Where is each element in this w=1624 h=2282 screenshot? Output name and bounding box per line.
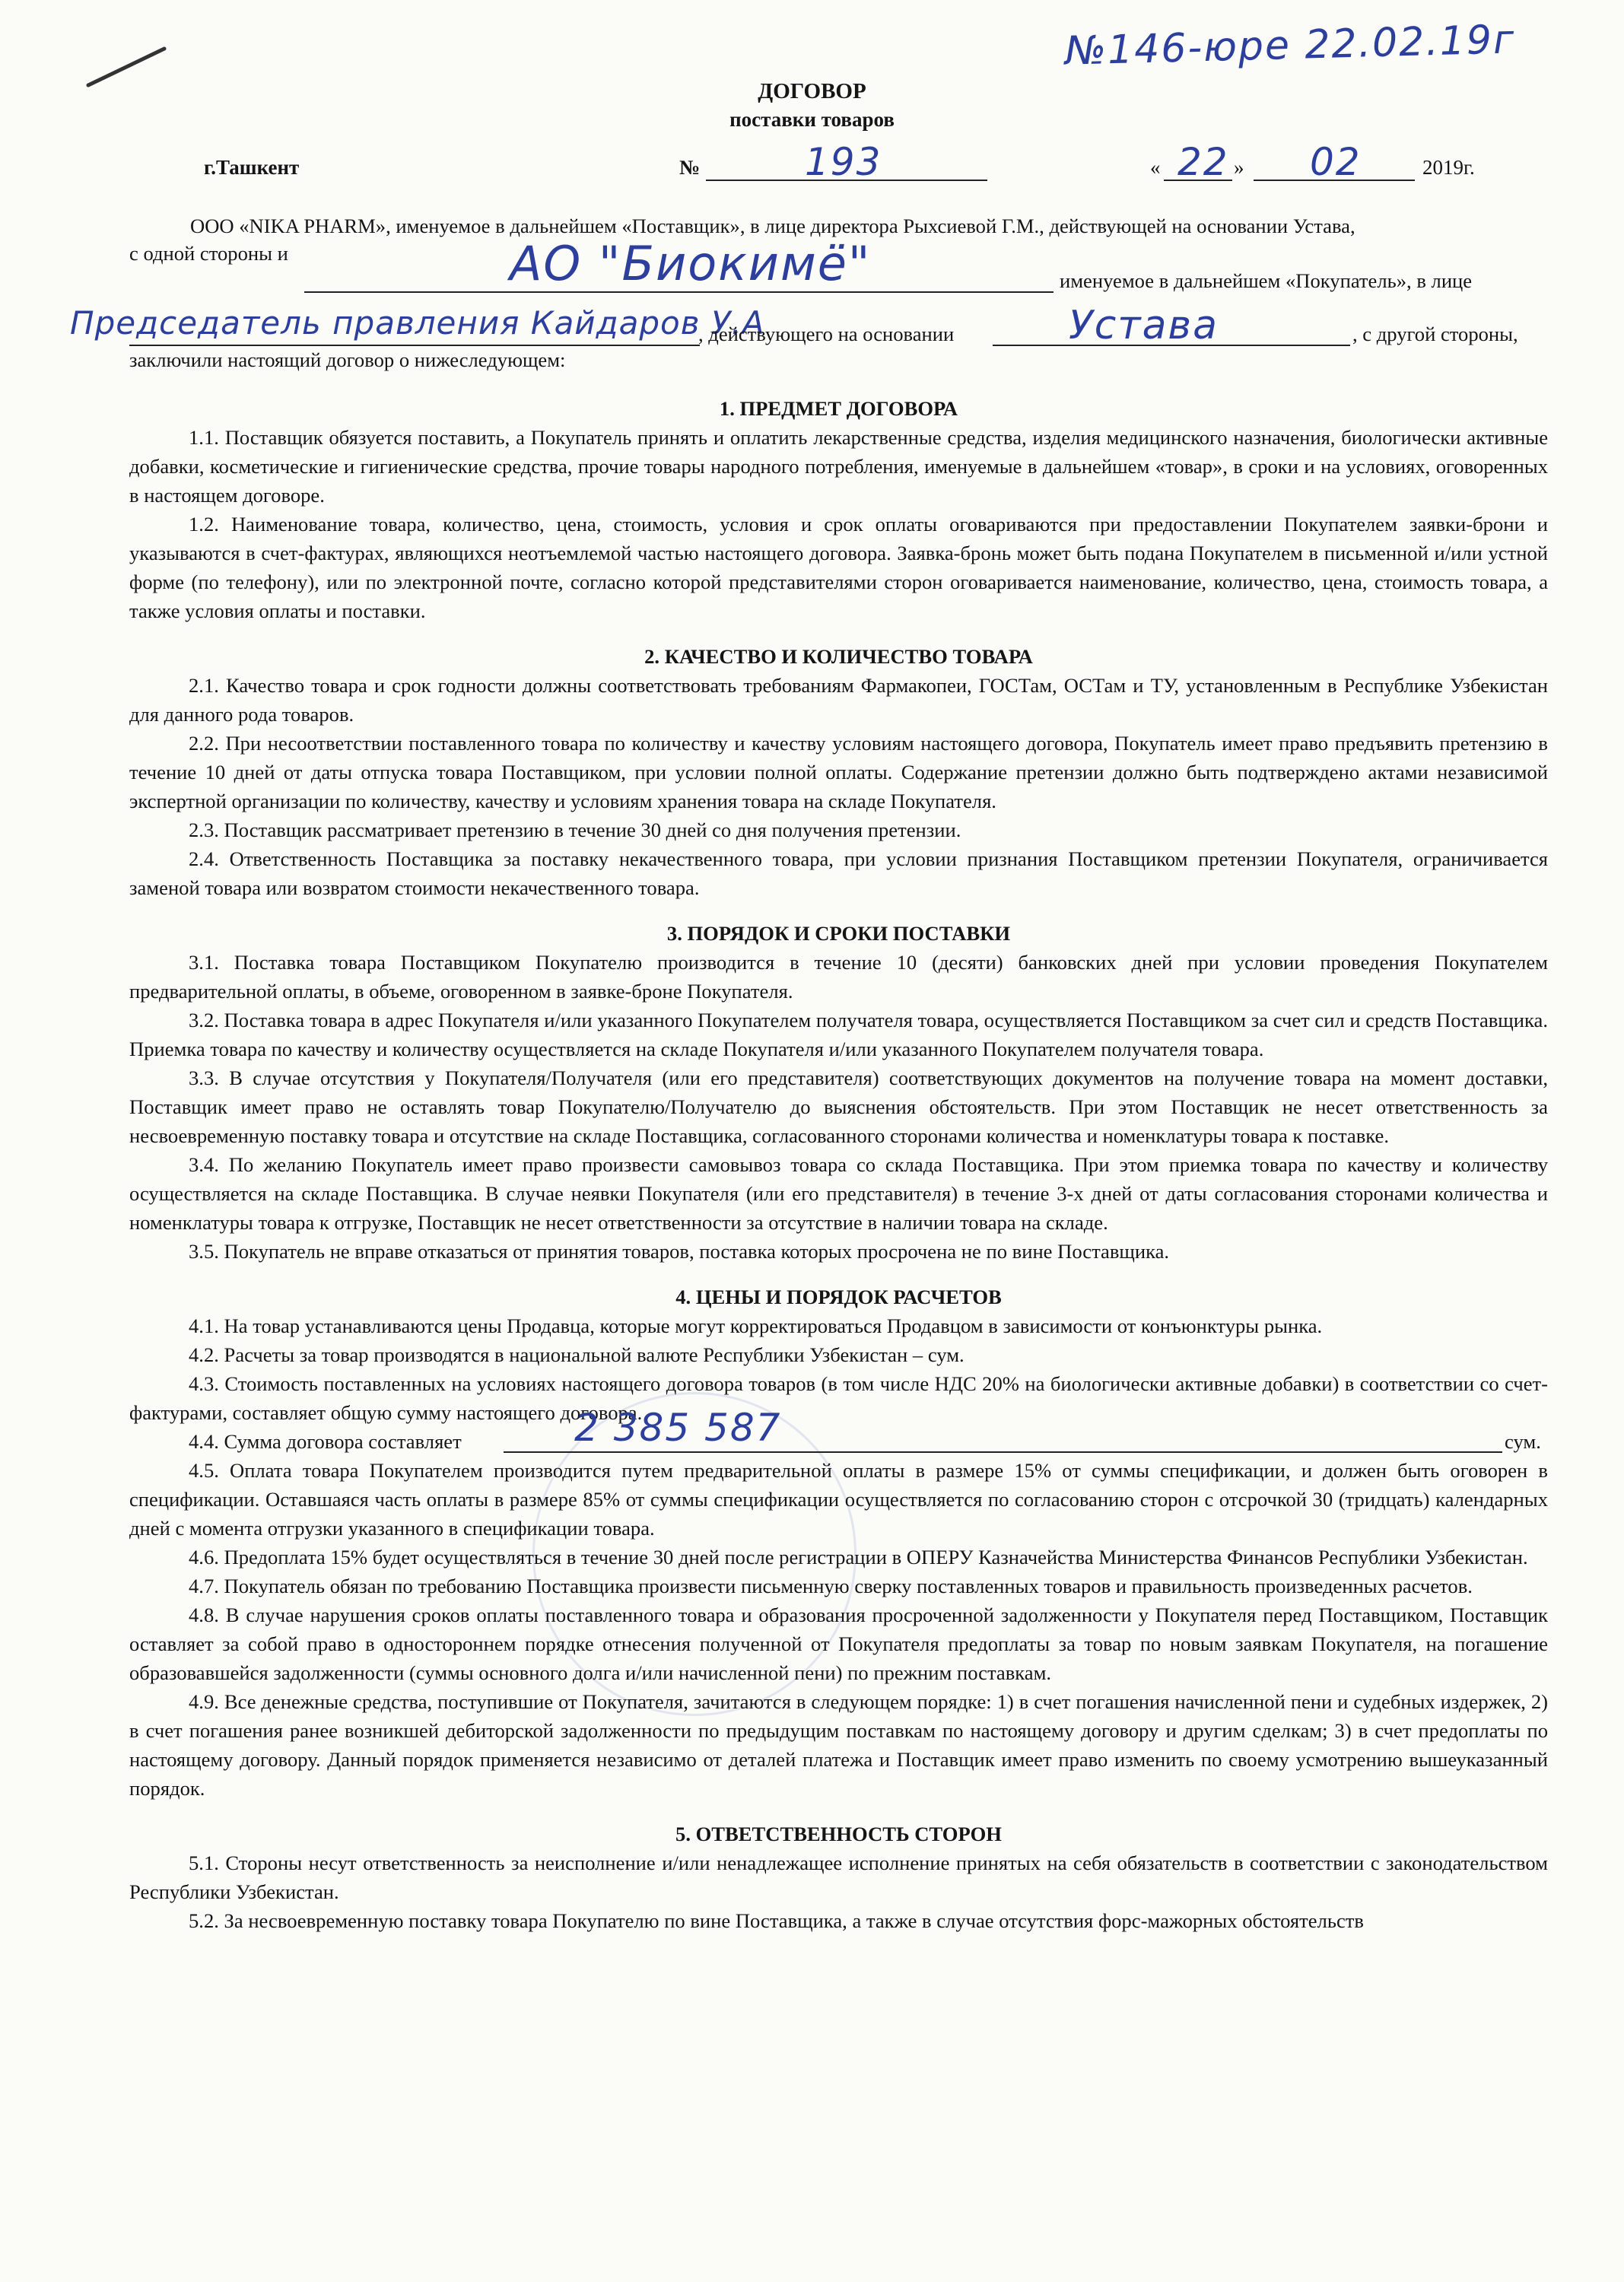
paragraph: 4.9. Все денежные средства, поступившие от Покупателя, зачитаются в следующем порядке: 1) в счет погашения начисленной пени и судебных издержек, 2) в счет погашения ранее возникшей дебиторской задолженности по предыдущим поставкам по настоящему договору и другим сделкам; 3) в счет предоплаты по настоящему договору. Данный порядок применяется независимо от деталей платежа и Поставщик имеет право изменить по своему усмотрению вышеуказанный порядок.	[129, 1690, 1548, 1800]
buyer-rep-line	[129, 345, 700, 346]
buyer-rep-handwritten: Председатель правления Кайдаров У.А	[70, 304, 765, 342]
paragraph: 2.1. Качество товара и срок годности должны соответствовать требованиям Фармакопеи, ГОСТам, ОСТам и ТУ, установленным в Республике Узбекистан для данного рода товаров.	[129, 674, 1548, 726]
other-side-text: , с другой стороны,	[1352, 323, 1518, 345]
contract-sum-handwritten: 2 385 587	[574, 1406, 782, 1450]
concluded-text: заключили настоящий договор о нижеследующем:	[129, 348, 566, 371]
city: г.Ташкент	[204, 156, 300, 179]
document-title: ДОГОВОР	[758, 79, 866, 103]
date-month-value: 02	[1310, 140, 1362, 184]
paragraph: 3.4. По желанию Покупатель имеет право произвести самовывоз товара со склада Поставщика. При этом приемка товара по качеству и количеству осуществляется на складе Поставщика. В случае неявки Покупателя (или его представителя) в течение 3-х дней от даты согласования сторонами количества и номенклатуры товара к отгрузке, Поставщик не несет ответственности за отсутствие в наличии товара на складе.	[129, 1153, 1548, 1234]
paragraph: 1.2. Наименование товара, количество, цена, стоимость, условия и срок оплаты оговариваются при предоставлении Покупателем заявки-брони и указываются в счет-фактурах, являющихся неотъемлемой частью настоящего договора. Заявка-бронь может быть подана Покупателем в письменной и/или устной форме (по телефону), или по электронной почте, согласно которой представителями сторон оговаривается наименование, количество, цена, стоимость товара, а также условия оплаты и поставки.	[129, 513, 1548, 622]
section-heading: 2. КАЧЕСТВО И КОЛИЧЕСТВО ТОВАРА	[644, 645, 1033, 668]
contract-number-label: №	[679, 156, 701, 179]
paragraph: 4.2. Расчеты за товар производятся в национальной валюте Республики Узбекистан – сум.	[189, 1343, 965, 1366]
buyer-name-line	[304, 291, 1054, 293]
contract-sum-line	[504, 1451, 1502, 1453]
paragraph: 4.6. Предоплата 15% будет осуществляться в течение 30 дней после регистрации в ОПЕРУ Казначейства Министерства Финансов Республики Узбекистан.	[189, 1546, 1528, 1568]
date-year: 2019г.	[1422, 156, 1475, 179]
paragraph: 3.1. Поставка товара Поставщиком Покупателю производится в течение 10 (десяти) банковских дней при условии проведения Покупателем предварительной оплаты, в объеме, оговоренном в заявке-броне Покупателя.	[129, 951, 1548, 1003]
paragraph: 4.5. Оплата товара Покупателем производится путем предварительной оплаты в размере 15% от суммы спецификации, и должен быть оговорен в спецификации. Оставшаяся часть оплаты в размере 85% от суммы спецификации осуществляется по согласованию сторон с отсрочкой 30 (тридцать) календарных дней с момента отгрузки указанного в спецификации товара.	[129, 1459, 1548, 1540]
paragraph: 4.7. Покупатель обязан по требованию Поставщика произвести письменную сверку поставленных товаров и правильность произведенных расчетов.	[189, 1575, 1473, 1597]
document-subtitle: поставки товаров	[729, 108, 895, 131]
acting-basis-text: , действующего на основании	[698, 323, 955, 345]
paragraph: 4.1. На товар устанавливаются цены Продавца, которые могут корректироваться Продавцом в зависимости от конъюнктуры рынка.	[189, 1314, 1323, 1337]
paragraph: 2.4. Ответственность Поставщика за поставку некачественного товара, при условии признания Поставщиком претензии Покупателя, ограничивается заменой товара или возвратом стоимости некачественного товара.	[129, 847, 1548, 899]
paragraph: 4.8. В случае нарушения сроков оплаты поставленного товара и образования просроченной задолженности у Покупателя перед Поставщиком, Поставщик оставляет за собой право в одностороннем порядке отнесения полученной от Покупателя предоплаты за товар по новым заявкам Покупателя, на погашение образовавшейся задолженности (суммы основного долга и/или начисленной пени) по прежним поставкам.	[129, 1603, 1548, 1684]
one-side-text: с одной стороны и	[129, 242, 288, 265]
paragraph: 4.3. Стоимость поставленных на условиях настоящего договора товаров (в том числе НДС 20% на биологически активные добавки) в соответствии со счет-фактурами, составляет общую сумму настоящего договора.	[129, 1372, 1548, 1424]
contract-sum-label: 4.4. Сумма договора составляет	[189, 1430, 462, 1453]
basis-handwritten: Устава	[1069, 303, 1219, 348]
paragraph: 3.5. Покупатель не вправе отказаться от принятия товаров, поставка которых просрочена не по вине Поставщика.	[189, 1240, 1170, 1263]
section-heading: 5. ОТВЕТСТВЕННОСТЬ СТОРОН	[675, 1823, 1002, 1845]
section-heading: 3. ПОРЯДОК И СРОКИ ПОСТАВКИ	[666, 922, 1011, 945]
contract-sum-row	[129, 1406, 1548, 1456]
section-heading: 1. ПРЕДМЕТ ДОГОВОРА	[719, 397, 958, 420]
paragraph: 5.1. Стороны несут ответственность за неисполнение и/или ненадлежащее исполнение принятых на себя обязательств в соответствии с законодательством Республики Узбекистан.	[129, 1851, 1548, 1903]
contract-body	[129, 394, 1548, 1935]
date-day-value: 22	[1177, 140, 1229, 184]
paragraph: 3.3. В случае отсутствия у Покупателя/Получателя (или его представителя) соответствующих документов на получение товара на момент доставки, Поставщик имеет право не оставлять товар Покупателю/Получателю до выяснения обстоятельств. При этом Поставщик не несет ответственность за несвоевременную поставку товара и отсутствие на складе Поставщика, согласованного сторонами количества и номенклатуры товара к поставке.	[129, 1066, 1548, 1147]
supplier-text: ООО «NIKA PHARM», именуемое в дальнейшем «Поставщик», в лице директора Рыхсиевой Г.М., действующей на основании Устава,	[190, 215, 1355, 237]
contract-number-value: 193	[805, 140, 882, 184]
paragraph: 1.1. Поставщик обязуется поставить, а Покупатель принять и оплатить лекарственные средства, изделия медицинского назначения, биологически активные добавки, косметические и гигиенические средства, прочие товары народного потребления, именуемые в дальнейшем «товар», в сроки и на условиях, оговоренных в настоящем договоре.	[129, 426, 1548, 507]
paragraph: 3.2. Поставка товара в адрес Покупателя и/или указанного Покупателем получателя товара, осуществляется Поставщиком за счет сил и средств Поставщика. Приемка товара по качеству и количеству осуществляется на складе Покупателя и/или указанного Покупателем получателя товара.	[129, 1009, 1548, 1060]
paragraph: 2.2. При несоответствии поставленного товара по количеству и качеству условиям настоящего договора, Покупатель имеет право предъявить претензию в течение 10 дней от даты отпуска товара Поставщиком, при условии полной оплаты. Содержание претензии должно быть подтверждено актами независимой экспертной организации по количеству, качеству и условиям хранения товара на складе Покупателя.	[129, 732, 1548, 812]
paragraph: 5.2. За несвоевременную поставку товара Покупателю по вине Поставщика, а также в случае отсутствия форс-мажорных обстоятельств	[189, 1909, 1364, 1932]
paragraph: 2.3. Поставщик рассматривает претензию в течение 30 дней со дня получения претензии.	[189, 818, 961, 841]
date-close-quote: »	[1234, 156, 1244, 179]
contract-sum-unit: сум.	[1505, 1430, 1541, 1453]
section-heading: 4. ЦЕНЫ И ПОРЯДОК РАСЧЕТОВ	[675, 1286, 1002, 1308]
date-open-quote: «	[1150, 156, 1161, 179]
buyer-named-text: именуемое в дальнейшем «Покупатель», в лице	[1060, 269, 1473, 292]
buyer-name-handwritten: АО "Биокимё"	[510, 236, 872, 291]
handwritten-registration-note: №146-юре 22.02.19г	[1064, 17, 1516, 75]
